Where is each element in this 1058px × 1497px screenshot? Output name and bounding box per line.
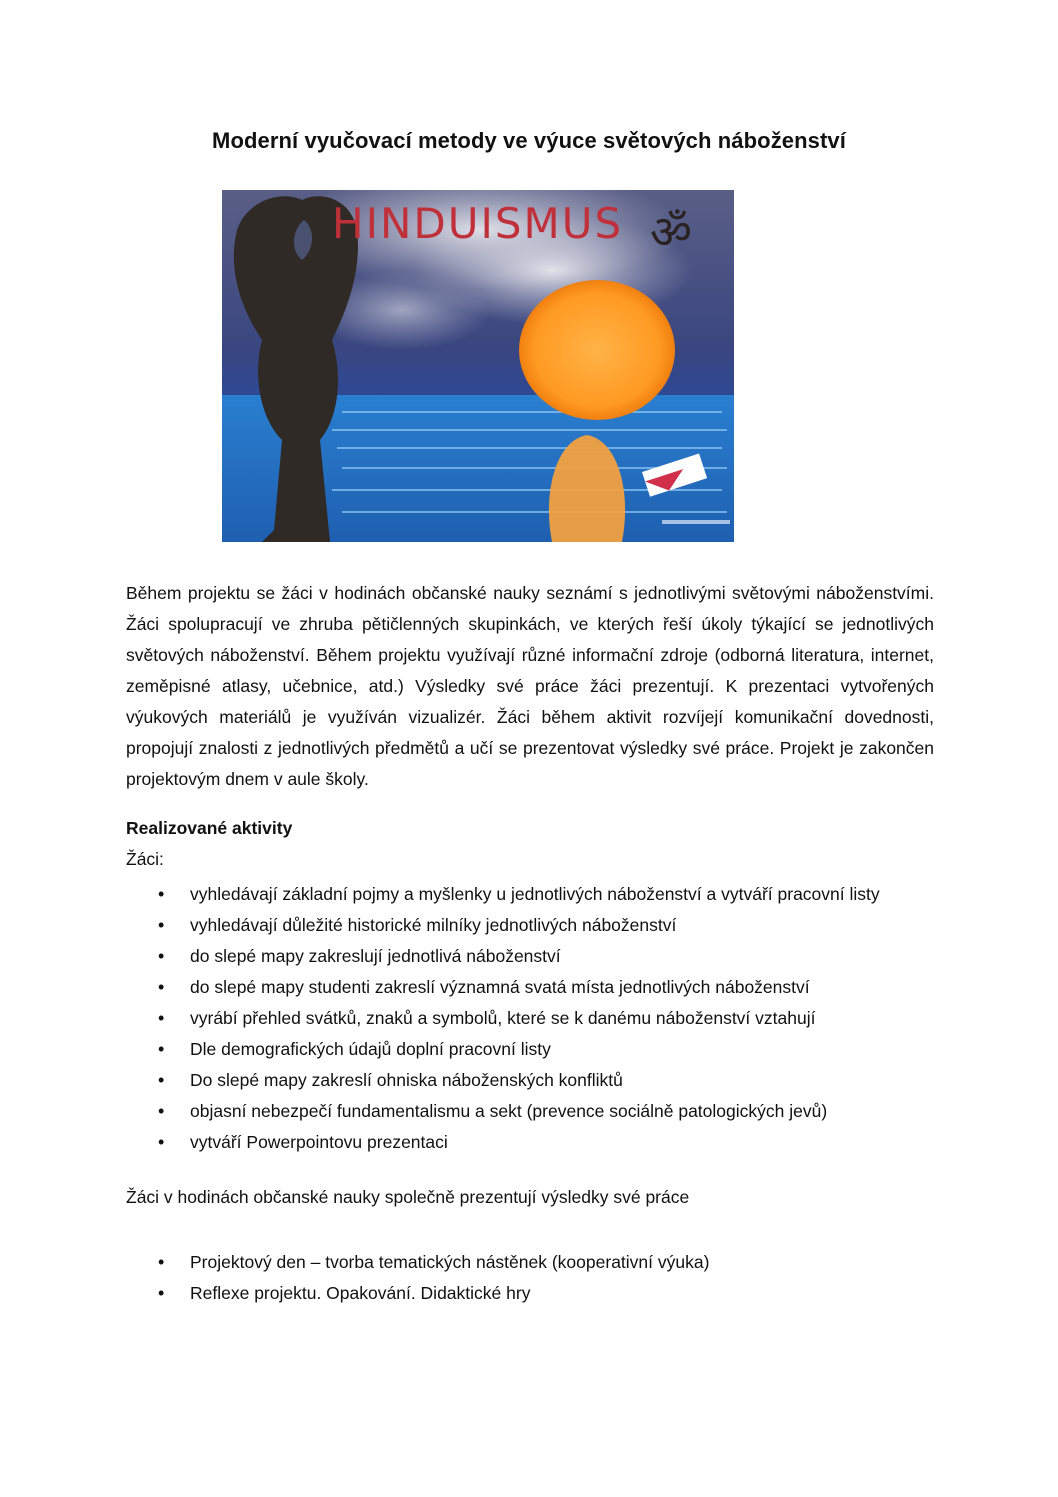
list-item: • Dle demografických údajů doplní pracovní listy: [126, 1035, 946, 1064]
list-item: • Reflexe projektu. Opakování. Didaktické hry: [126, 1279, 946, 1308]
list-item: • vyhledávají základní pojmy a myšlenky u jednotlivých náboženství a vytváří pracovní listy: [126, 880, 946, 909]
list-item: • vyrábí přehled svátků, znaků a symbolů, které se k danému náboženství vztahují: [126, 1004, 946, 1033]
list-item: • vytváří Powerpointovu prezentaci: [126, 1128, 946, 1157]
summary-text: Žáci v hodinách občanské nauky společně prezentují výsledky své práce: [126, 1187, 690, 1207]
list-item: • do slepé mapy studenti zakreslí významná svatá místa jednotlivých náboženství: [126, 973, 946, 1002]
activities-heading: Realizované aktivity: [126, 818, 293, 838]
final-list: [126, 1248, 946, 1310]
list-item: • Projektový den – tvorba tematických nástěnek (kooperativní výuka): [126, 1248, 946, 1277]
page-title: Moderní vyučovací metody ve výuce světových náboženství: [212, 128, 846, 153]
list-item: • vyhledávají důležité historické milníky jednotlivých náboženství: [126, 911, 946, 940]
project-description: Během projektu se žáci v hodinách občanské nauky seznámí s jednotlivými světovými náboženstvími. Žáci spolupracují ve zhruba pětičlenných skupinkách, ve kterých řeší úkoly týkající se jednotlivých světových náboženství. Během projektu využívají různé informační zdroje (odborná literatura, internet, zeměpisné atlasy, učebnice, atd.) Výsledky své práce žáci prezentují. K prezentaci vytvořených výukových materiálů je využíván vizualizér. Žáci během aktivit rozvíjejí komunikační dovednosti, propojují znalosti z jednotlivých předmětů a učí se prezentovat výsledky své práce. Projekt je zakončen projektovým dnem v aule školy.: [126, 583, 934, 789]
list-item: • Do slepé mapy zakreslí ohniska náboženských konfliktů: [126, 1066, 946, 1095]
list-item: • do slepé mapy zakreslují jednotlivá náboženství: [126, 942, 946, 971]
activities-intro: Žáci:: [126, 849, 164, 869]
activities-list: [126, 880, 946, 1159]
list-item: • objasní nebezpečí fundamentalismu a sekt (prevence sociálně patologických jevů): [126, 1097, 946, 1126]
om-symbol: ॐ: [650, 205, 692, 259]
poster-heading: HINDUISMUS: [332, 199, 624, 248]
hinduism-poster-image: [222, 190, 734, 542]
